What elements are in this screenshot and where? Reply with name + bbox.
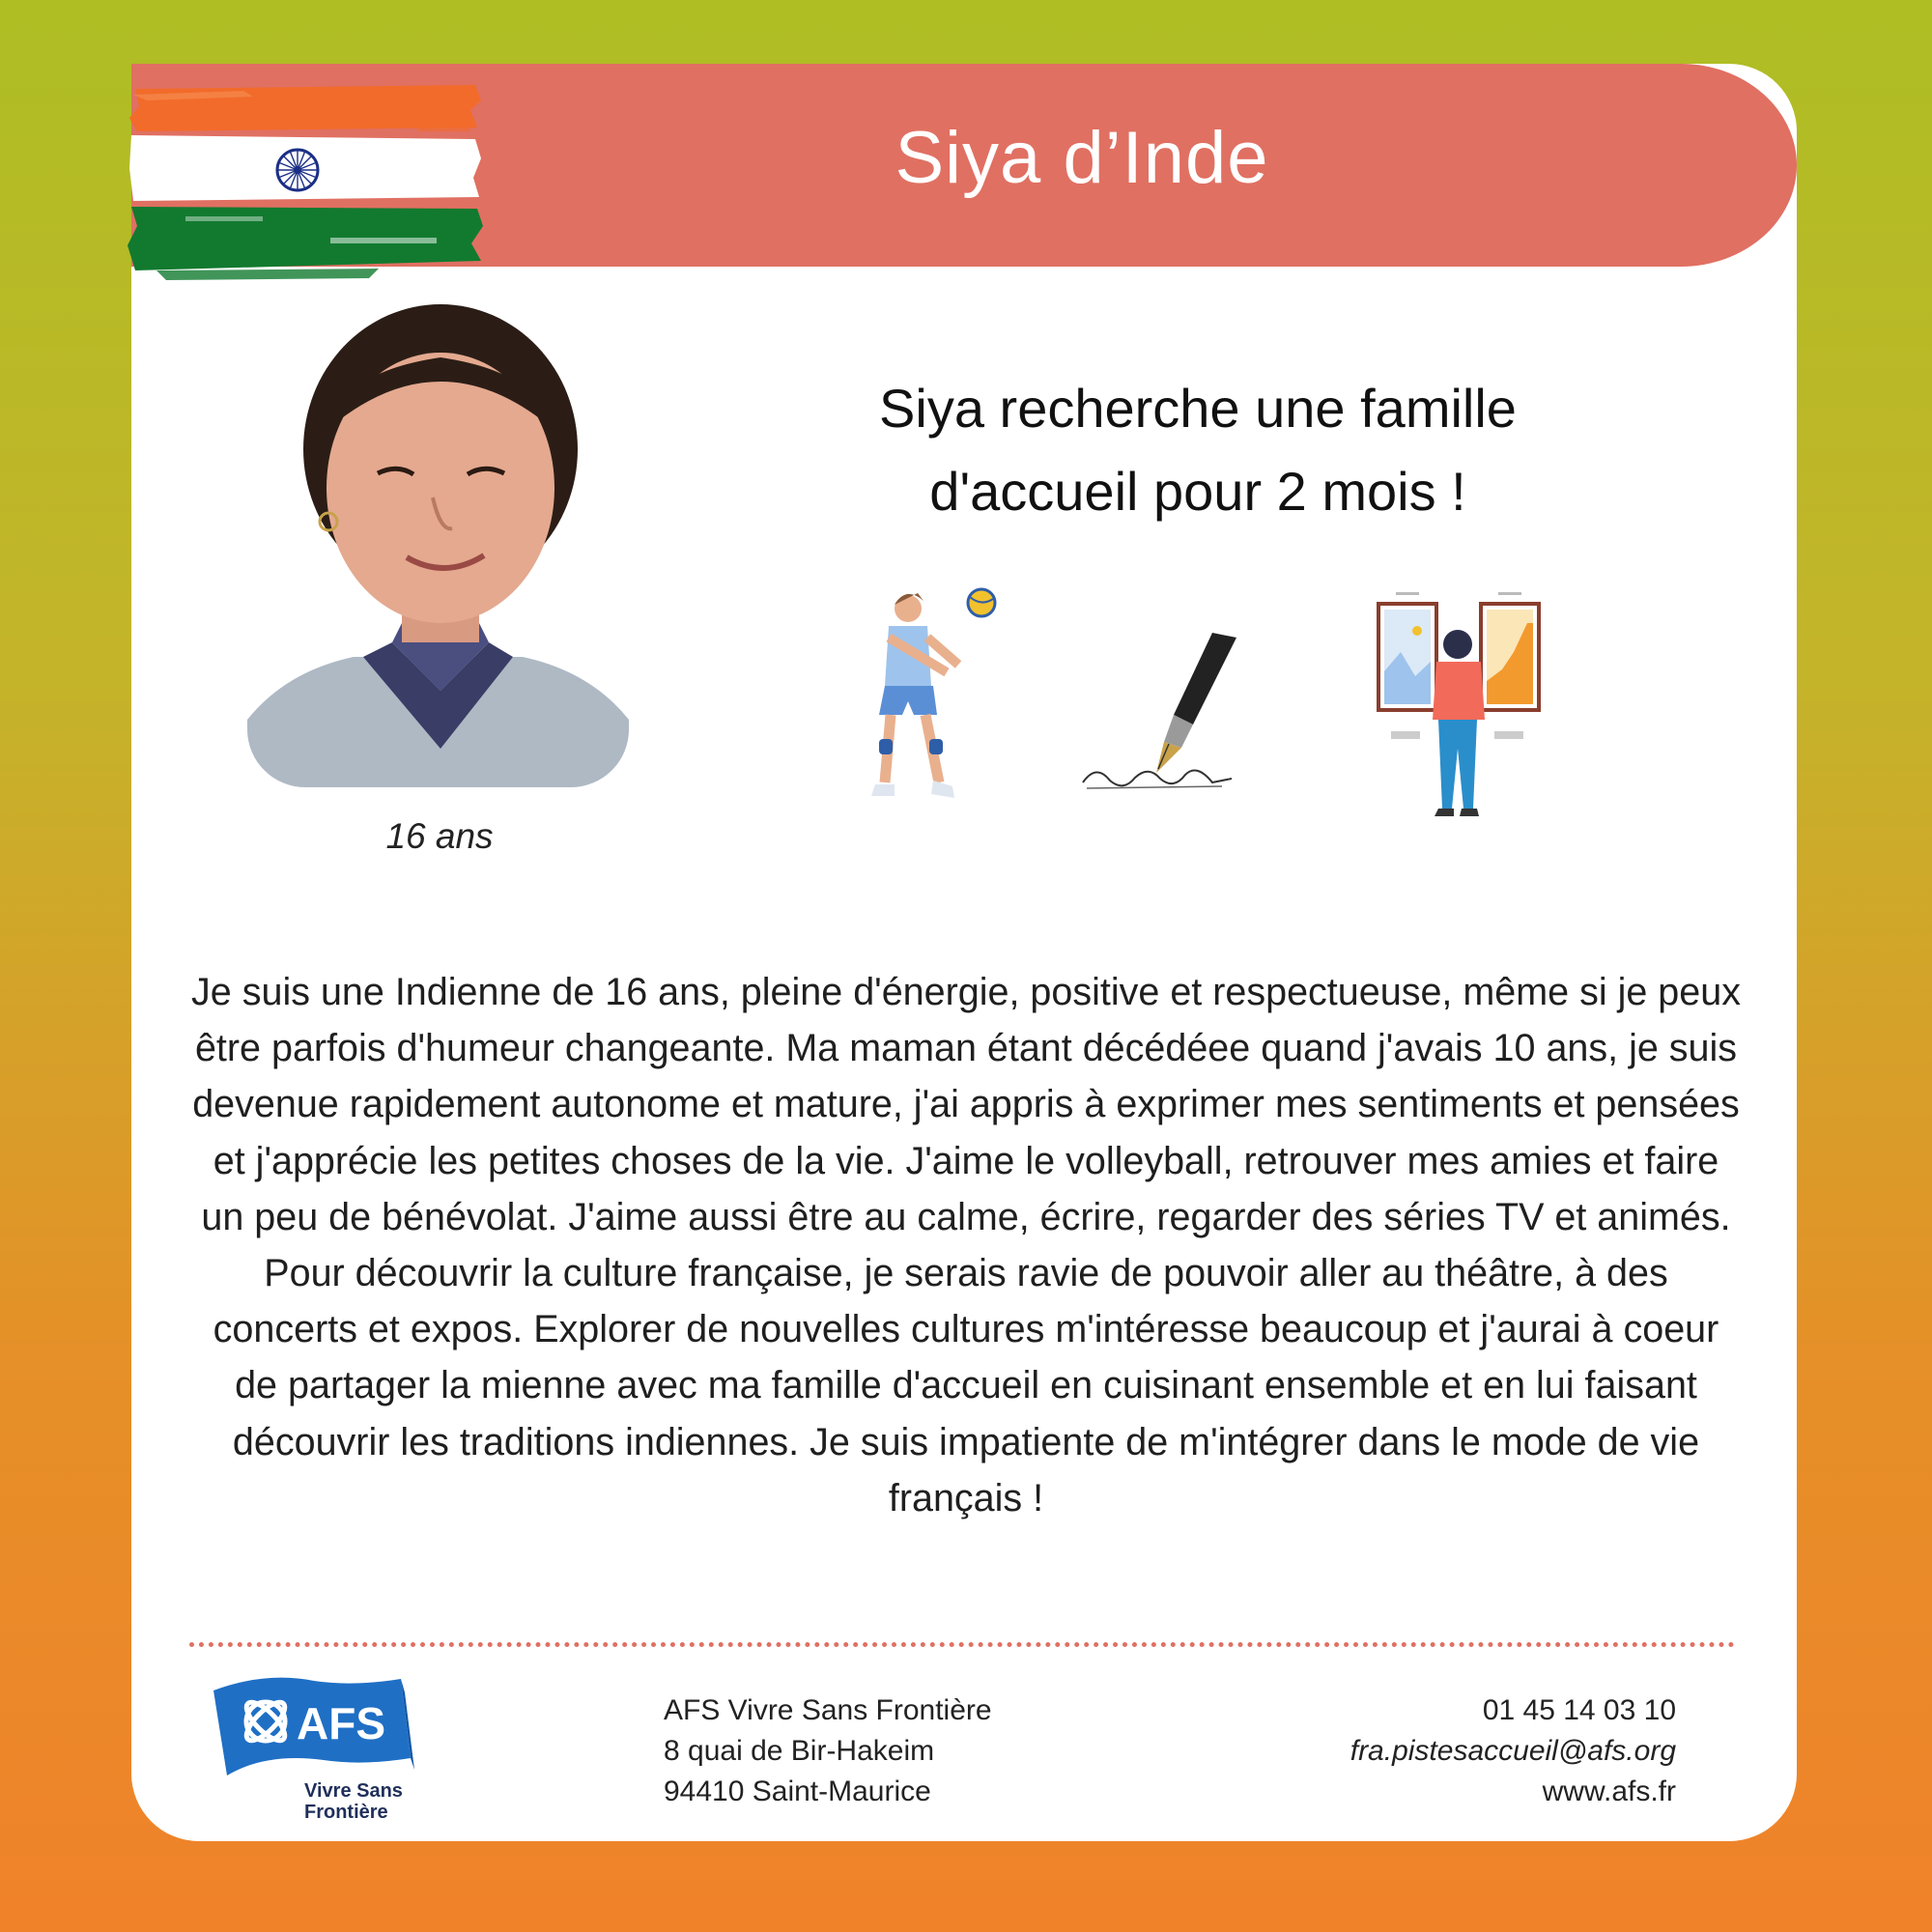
volleyball-player-icon [850,580,1005,821]
headline-line-1: Siya recherche une famille [879,378,1517,439]
india-flag-icon [128,81,485,303]
email-link[interactable]: fra.pistesaccueil@afs.org [1350,1735,1676,1767]
postal-address [664,1690,992,1812]
afs-logo-sub2: Frontière [304,1802,388,1823]
phone-number: 01 45 14 03 10 [1482,1694,1676,1726]
address-line-2: 8 quai de Bir-Hakeim [664,1735,935,1767]
headline [753,367,1642,533]
contact-info [1350,1690,1676,1812]
biography-text: Je suis une Indienne de 16 ans, pleine d'énergie, positive et respectueuse, même si je peux être parfois d'humeur changeante. Ma maman étant décédéee quand j'avais 10 ans, je suis devenue rapidement autonome et mature, j'ai appris à exprimer mes sentiments et pensées et j'apprécie les petites choses de la vie. J'aime le volleyball, retrouver mes amies et faire un peu de bénévolat. J'aime aussi être au calme, écrire, regarder des séries TV et animés. Pour découvrir la culture française, je serais ravie de pouvoir aller au théâtre, à des concerts et expos. Explorer de nouvelles cultures m'intéresse beaucoup et j'aurai à coeur de partager la mienne avec ma famille d'accueil en cuisinant ensemble et en lui faisant découvrir les traditions indiennes. Je suis impatiente de m'intégrer dans le mode de vie français ! [191,971,1741,1520]
age-label: 16 ans [385,816,494,856]
afs-logo-sub1: Vivre Sans [304,1780,403,1802]
afs-logo [208,1662,420,1826]
fountain-pen-icon [1077,628,1251,802]
profile-photo [247,304,629,787]
address-line-3: 94410 Saint-Maurice [664,1776,931,1807]
afs-logo-text: AFS [297,1698,385,1748]
headline-line-2: d'accueil pour 2 mois ! [929,461,1466,522]
address-line-1: AFS Vivre Sans Frontière [664,1694,992,1726]
website-link[interactable]: www.afs.fr [1542,1776,1676,1807]
footer-divider [189,1642,1735,1647]
page-title: Siya d’Inde [895,117,1269,199]
portrait-image [247,304,629,787]
art-exhibition-icon [1377,584,1541,821]
